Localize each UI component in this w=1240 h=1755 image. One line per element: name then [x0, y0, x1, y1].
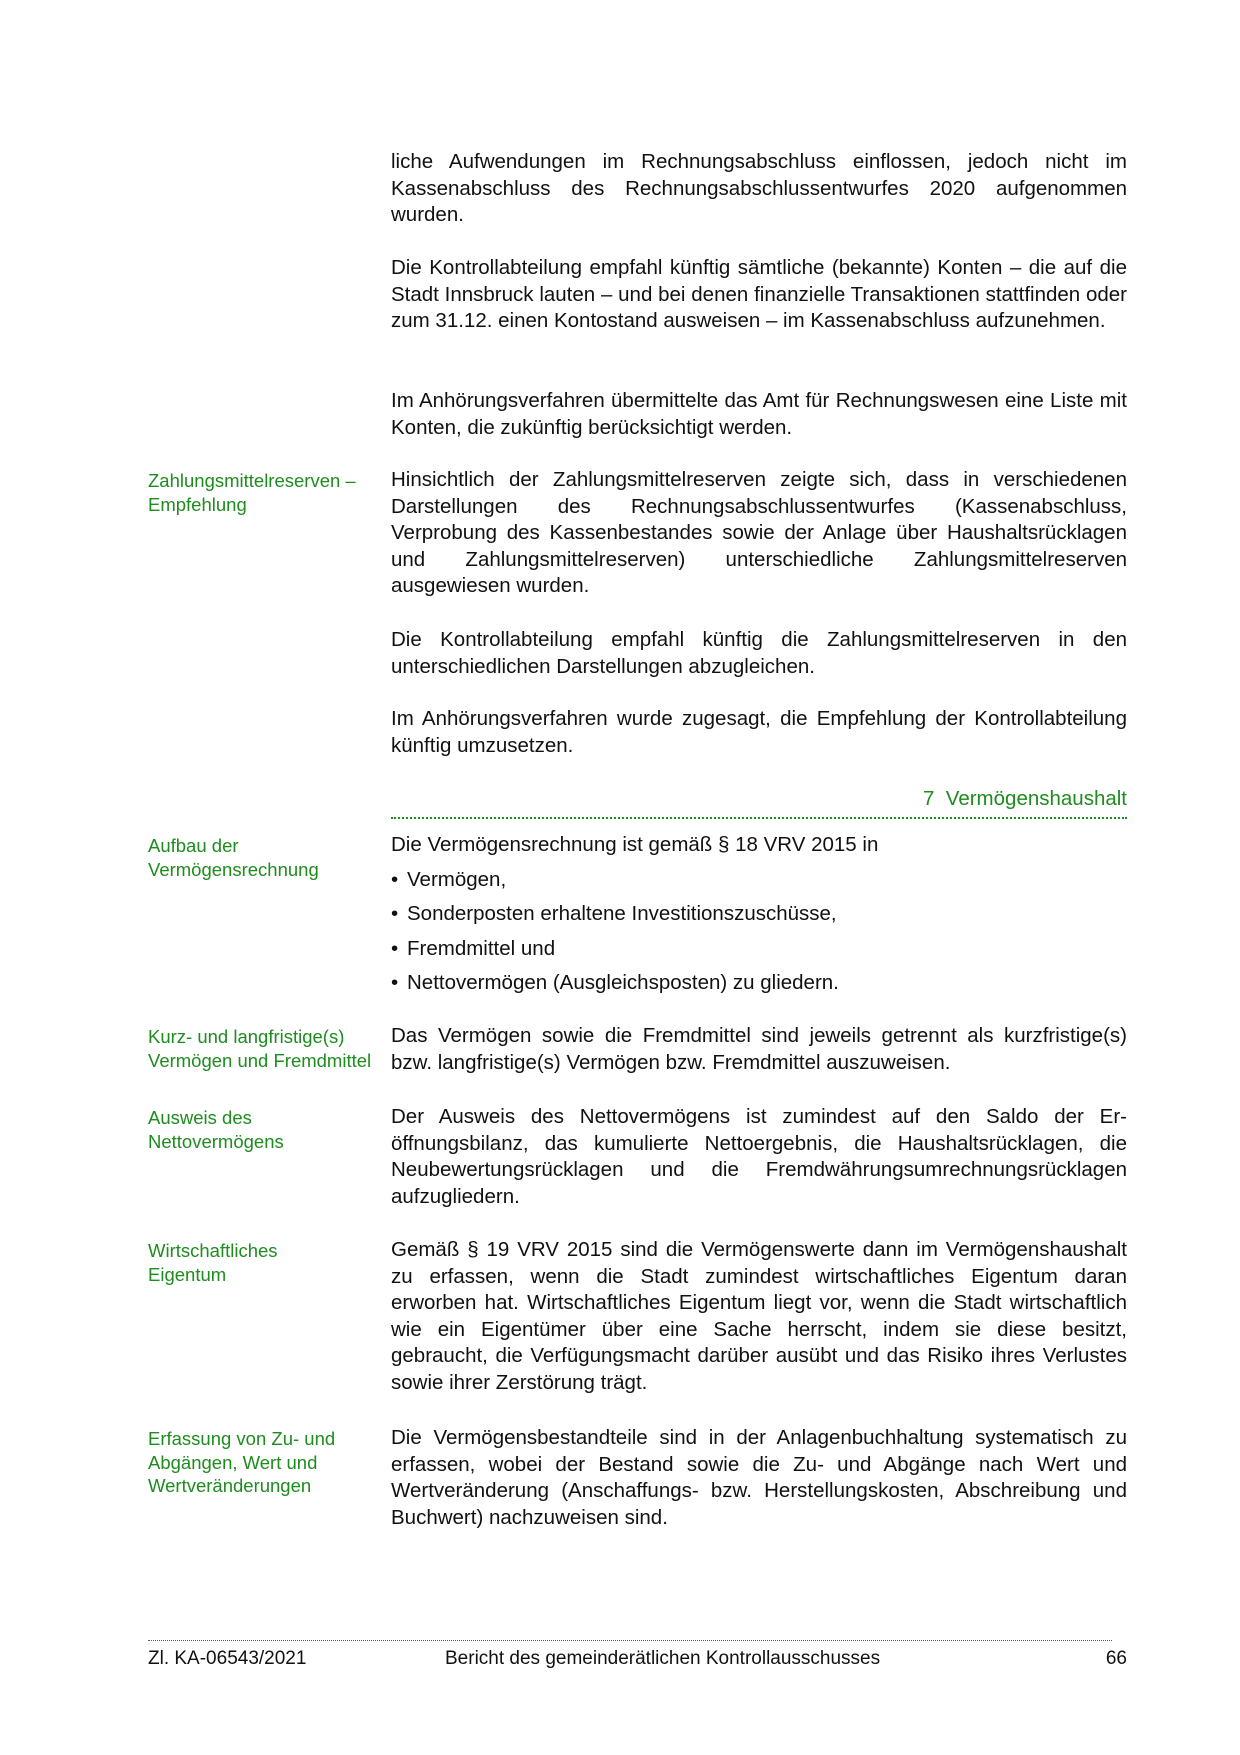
paragraph: Die Vermögensrechnung ist gemäß § 18 VRV 2015 in	[391, 833, 879, 856]
footer-reference: Zl. KA-06543/2021	[148, 1648, 307, 1669]
paragraph: Die Kontrollabteilung empfahl künftig die Zahlungsmittelreserven in den unterschiedlichen Darstellungen abzugleichen.	[391, 628, 1127, 678]
bullet-item: • Fremdmittel und	[391, 937, 556, 960]
margin-label: Erfassung von Zu- und Abgängen, Wert und Wertveränderungen	[148, 1428, 336, 1496]
margin-label: Kurz- und langfristige(s) Vermögen und Fremdmittel	[148, 1026, 372, 1071]
footer-divider	[148, 1640, 1112, 1641]
page-number: 66	[1105, 1648, 1127, 1669]
paragraph: Gemäß § 19 VRV 2015 sind die Vermögenswerte dann im Vermögenshaushalt zu erfassen, wenn die Stadt zumindest wirtschaftliches Eigentum daran erworben hat. Wirtschaftliches Eigentum liegt vor, wenn die Stadt wirtschaftlich wie ein Eigentümer über eine Sache herrscht, indem sie diese besitzt, gebraucht, die Verfügungsmacht darüber ausübt und das Risiko ihres Verlustes sowie ihrer Zerstörung trägt.	[391, 1238, 1127, 1394]
section-heading: 7 Vermögenshaushalt	[923, 787, 1127, 810]
paragraph: Die Kontrollabteilung empfahl künftig sämtliche (bekannte) Konten – die auf die Stadt Innsbruck lauten – und bei denen finanzielle Transaktionen stattfinden oder zum 31.12. einen Kontostand ausweisen – im Kassenabschluss aufzunehmen.	[391, 256, 1127, 332]
bullet-item: • Vermögen,	[391, 868, 507, 891]
paragraph: Der Ausweis des Nettovermögens ist zumindest auf den Saldo der Eröffnungsbilanz, das kumulierte Nettoergebnis, die Haushaltsrücklagen, die Neubewertungsrücklagen und die Fremdwährungsumrechnungsrücklagen aufzugliedern.	[391, 1105, 1127, 1208]
margin-label: Wirtschaftliches Eigentum	[148, 1240, 278, 1285]
paragraph: Im Anhörungsverfahren übermittelte das Amt für Rechnungswesen eine Liste mit Konten, die zukünftig berücksichtigt werden.	[391, 389, 1127, 439]
margin-label: Ausweis des Nettovermögens	[148, 1107, 284, 1152]
footer-title: Bericht des gemeinderätlichen Kontrollausschusses	[445, 1648, 881, 1669]
bullet-item: • Sonderposten erhaltene Investitionszuschüsse,	[391, 902, 837, 925]
paragraph: liche Aufwendungen im Rechnungsabschluss einflossen, jedoch nicht im Kassenabschluss des Rechnungsabschlussentwurfes 2020 aufgenommen wurden.	[391, 150, 1127, 226]
paragraph: Das Vermögen sowie die Fremdmittel sind jeweils getrennt als kurzfristige(s) bzw. langfristige(s) Vermögen bzw. Fremdmittel auszuweisen.	[391, 1024, 1127, 1074]
paragraph: Im Anhörungsverfahren wurde zugesagt, die Empfehlung der Kontrollabteilung künftig umzusetzen.	[391, 707, 1127, 757]
bullet-item: • Nettovermögen (Ausgleichsposten) zu gliedern.	[391, 971, 839, 994]
margin-label: Aufbau der Vermögensrechnung	[148, 835, 319, 880]
paragraph: Die Vermögensbestandteile sind in der Anlagenbuchhaltung systematisch zu erfassen, wobei der Bestand sowie die Zu- und Abgänge nach Wert und Wertveränderung (Anschaffungs- bzw. Herstellungskosten, Abschreibung und Buchwert) nachzuweisen sind.	[391, 1426, 1127, 1529]
heading-divider	[391, 817, 1127, 819]
paragraph: Hinsichtlich der Zahlungsmittelreserven zeigte sich, dass in verschiedenen Darstellungen des Rechnungsabschlussentwurfes (Kassenabschluss, Verprobung des Kassenbestandes sowie der Anlage über Haushaltsrücklagen und Zahlungsmittelreserven) unterschiedliche Zahlungsmittelreserven ausgewiesen wurden.	[391, 468, 1127, 597]
margin-label: Zahlungsmittelreserven – Empfehlung	[148, 470, 356, 515]
